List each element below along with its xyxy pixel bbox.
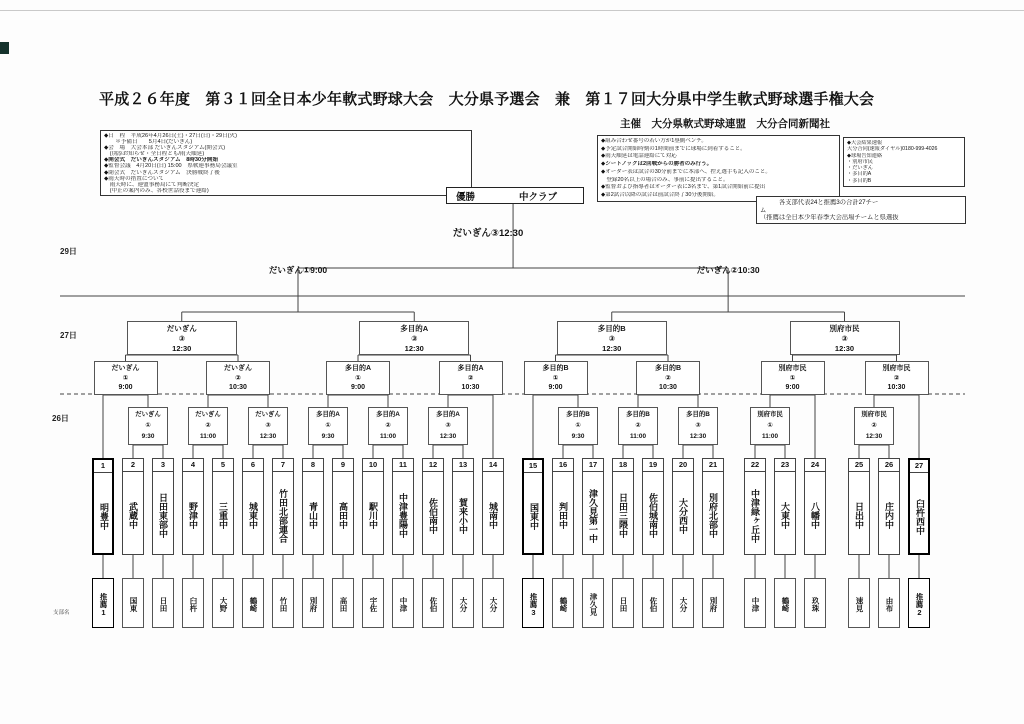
day-label-29: 29日 — [60, 247, 77, 256]
game-round2-6: 多目的B ② 10:30 — [636, 361, 700, 395]
team-number: 1 — [94, 460, 112, 473]
team-number: 19 — [643, 459, 663, 472]
team-number: 9 — [333, 459, 353, 472]
game-round1-8: 多目的B ② 11:00 — [618, 407, 658, 445]
champion-value: 中クラブ — [519, 191, 558, 203]
region-box-13: 大分 — [452, 578, 474, 628]
team-name: 野津中 — [188, 502, 198, 529]
info_right-line: ・多目的A — [847, 171, 872, 178]
region-box-24: 玖珠 — [804, 578, 826, 628]
region-box-12: 佐伯 — [422, 578, 444, 628]
info_middle-line: ◆オーダー表は試合の30分前までに本部へ、控え選手も記入のこと。 — [601, 168, 771, 175]
team-number: 23 — [775, 459, 795, 472]
team-number: 6 — [243, 459, 263, 472]
team-name: 国東中 — [529, 503, 539, 530]
team-name: 佐伯城南中 — [648, 493, 658, 538]
game-round2-1: だいぎん ① 9:00 — [94, 361, 158, 395]
team-box-16 — [552, 458, 574, 555]
game-round2-2: だいぎん ② 10:30 — [206, 361, 270, 395]
team-number: 17 — [583, 459, 603, 472]
team-box-12 — [422, 458, 444, 555]
team-number: 13 — [453, 459, 473, 472]
info_middle-line: 登録20名以上の場合のみ、事前に提出すること。 — [601, 176, 729, 183]
region-box-27: 推薦2 — [908, 578, 930, 628]
team-box-13 — [452, 458, 474, 555]
region-box-5: 大野 — [212, 578, 234, 628]
game-round1-3: だいぎん ③ 12:30 — [248, 407, 288, 445]
note_box-line: 各支部代表24と推薦3の合計27チー — [760, 199, 879, 206]
region-box-4: 臼杵 — [182, 578, 204, 628]
team-name: 三重中 — [218, 502, 228, 529]
info_middle-line: ◆第2試合以降の試合は前試合終了30分後開始。 — [601, 191, 719, 198]
game-round1-11: 別府市民 ② 12:30 — [854, 407, 894, 445]
team-name: 判田中 — [558, 502, 568, 529]
game-round1-5: 多目的A ② 11:00 — [368, 407, 408, 445]
note_box-line: ム — [760, 206, 767, 214]
info_right-line: ・多目的B — [847, 177, 872, 184]
region-row-label: 支部名 — [53, 610, 70, 616]
team-name: 中津豊陽中 — [398, 493, 408, 538]
info_left-line: ◆閉会式 だいぎんスタジアム 決勝戦終了後 — [104, 169, 220, 176]
region-box-11: 中津 — [392, 578, 414, 628]
team-name: 日田東部中 — [158, 493, 168, 538]
game-round1-4: 多目的A ① 9:30 — [308, 407, 348, 445]
game-round1-9: 多目的B ③ 12:30 — [678, 407, 718, 445]
game-quarterfinal-3: 多目的B ③ 12:30 — [557, 321, 667, 355]
team-number: 16 — [553, 459, 573, 472]
region-box-10: 宇佐 — [362, 578, 384, 628]
game-quarterfinal-1: だいぎん ③ 12:30 — [127, 321, 237, 355]
team-box-7 — [272, 458, 294, 555]
info_left-line: ◆会 場 大会本部 だいぎんスタジアム(開会式) — [104, 145, 226, 152]
team-name: 大東中 — [780, 502, 790, 529]
region-box-25: 速見 — [848, 578, 870, 628]
region-box-3: 日田 — [152, 578, 174, 628]
team-number: 8 — [303, 459, 323, 472]
info_right-line: ◆大会結果速報 — [847, 140, 883, 146]
team-number: 20 — [673, 459, 693, 472]
team-number: 11 — [393, 459, 413, 472]
team-number: 21 — [703, 459, 723, 472]
team-number: 12 — [423, 459, 443, 472]
game-round1-1: だいぎん ① 9:30 — [128, 407, 168, 445]
team-box-6 — [242, 458, 264, 555]
region-box-14: 大分 — [482, 578, 504, 628]
info_middle-line: ◆シートノックは2回戦からの勝者のみ行う。 — [601, 161, 713, 168]
game-round2-3: 多目的A ① 9:00 — [326, 361, 390, 395]
region-box-18: 日田 — [612, 578, 634, 628]
region-box-15: 推薦3 — [522, 578, 544, 628]
team-number: 18 — [613, 459, 633, 472]
region-box-22: 中津 — [744, 578, 766, 628]
organizer-line: 主催 大分県軟式野球連盟 大分合同新聞社 — [620, 118, 830, 130]
team-box-21 — [702, 458, 724, 555]
info_left-line: ◆開会式 だいぎんスタジアム 8時30分開始 — [104, 157, 218, 164]
team-number: 22 — [745, 459, 765, 472]
team-box-25 — [848, 458, 870, 555]
team-box-1 — [92, 458, 114, 555]
team-number: 25 — [849, 459, 869, 472]
team-number: 10 — [363, 459, 383, 472]
region-box-23: 鶴崎 — [774, 578, 796, 628]
region-box-6: 鶴崎 — [242, 578, 264, 628]
champion-label: 優勝 — [456, 191, 476, 203]
team-number: 27 — [910, 460, 928, 473]
team-box-5 — [212, 458, 234, 555]
team-number: 3 — [153, 459, 173, 472]
game-quarterfinal-4: 別府市民 ③ 12:30 — [790, 321, 900, 355]
game-quarterfinal-2: 多目的A ③ 12:30 — [359, 321, 469, 355]
info_left-line: ◆雨天時の措置について — [104, 175, 165, 182]
team-name: 八幡中 — [810, 502, 820, 529]
team-name: 明豊中 — [99, 503, 109, 530]
team-number: 7 — [273, 459, 293, 472]
team-name: 日出中 — [854, 502, 864, 529]
team-box-3 — [152, 458, 174, 555]
team-box-10 — [362, 458, 384, 555]
info_left-line: (別添お知らせ・全日程とも/雨天順延) — [104, 151, 205, 158]
team-number: 15 — [524, 460, 542, 473]
region-box-21: 別府 — [702, 578, 724, 628]
team-name: 別府北部中 — [708, 493, 718, 538]
region-box-20: 大分 — [672, 578, 694, 628]
day-label-27: 27日 — [60, 331, 77, 340]
info_left-line: (中止の案内のみ、各校世話役まで連絡) — [104, 187, 209, 194]
team-box-26 — [878, 458, 900, 555]
region-box-7: 竹田 — [272, 578, 294, 628]
game-round2-4: 多目的A ② 10:30 — [439, 361, 503, 395]
region-box-16: 鶴崎 — [552, 578, 574, 628]
team-name: 武蔵中 — [128, 502, 138, 529]
team-name: 城東中 — [248, 502, 258, 529]
game-round2-8: 別府市民 ② 10:30 — [865, 361, 929, 395]
team-name: 青山中 — [308, 502, 318, 529]
team-box-17 — [582, 458, 604, 555]
game-round1-2: だいぎん ② 11:00 — [188, 407, 228, 445]
team-box-24 — [804, 458, 826, 555]
team-name: 高田中 — [338, 502, 348, 529]
team-name: 津久見第一中 — [588, 488, 598, 543]
note_box-line: （推薦は全日本少年春季大会出場チームと県選抜 — [760, 214, 899, 222]
info_left-line: ＊予備日 5月4日(だいぎん) — [104, 139, 193, 146]
team-name: 駅川中 — [368, 502, 378, 529]
game-semifinal-2: だいぎん②10:30 — [696, 265, 760, 275]
team-number: 2 — [123, 459, 143, 472]
info_right-line: ・別府市民 — [847, 158, 873, 165]
game-round2-7: 別府市民 ① 9:00 — [761, 361, 825, 395]
game-round2-5: 多目的B ① 9:00 — [524, 361, 588, 395]
game-final: だいぎん③12:30 — [452, 228, 524, 239]
team-name: 臼杵西中 — [915, 498, 925, 535]
team-box-9 — [332, 458, 354, 555]
team-box-11 — [392, 458, 414, 555]
team-name: 日田三隈中 — [618, 493, 628, 538]
info_left-line: ◆日 程 平成26年4月26日(土)・27日(日)・29日(火) — [104, 133, 237, 139]
team-number: 5 — [213, 459, 233, 472]
info_left-line: ◆監督会議 4月20日(日) 15:00 県軟連事務局会議室 — [104, 163, 238, 170]
team-box-20 — [672, 458, 694, 555]
team-name: 佐伯南中 — [428, 497, 438, 534]
team-name: 城南中 — [488, 502, 498, 529]
info_middle-line: ◆予定試合開始時刻の1時間前までに球場に到着すること。 — [601, 145, 746, 152]
team-box-27 — [908, 458, 930, 555]
region-box-8: 別府 — [302, 578, 324, 628]
region-box-2: 国東 — [122, 578, 144, 628]
region-box-17: 津久見 — [582, 578, 604, 628]
team-box-8 — [302, 458, 324, 555]
info_right-line: ◆球場告知連絡 — [847, 152, 883, 159]
info_middle-line: ◆雨天順延は電話連絡にて対応 — [601, 153, 677, 160]
team-box-4 — [182, 458, 204, 555]
team-name: 中津緑ヶ丘中 — [750, 488, 760, 543]
game-round1-6: 多目的A ③ 12:30 — [428, 407, 468, 445]
info_middle-line: ◆組み合わせ番号の若い方が1塁側ベンチ。 — [601, 138, 707, 144]
region-box-1: 推薦1 — [92, 578, 114, 628]
team-name: 庄内中 — [884, 502, 894, 529]
info_middle-line: ◆監督および指導者はオーダー表に3名まで、第1試合開始前に提出 — [601, 184, 766, 191]
game-semifinal-1: だいぎん①9:00 — [268, 265, 328, 275]
team-name: 大分西中 — [678, 497, 688, 534]
team-box-18 — [612, 458, 634, 555]
team-number: 26 — [879, 459, 899, 472]
region-box-19: 佐伯 — [642, 578, 664, 628]
team-box-2 — [122, 458, 144, 555]
region-box-9: 高田 — [332, 578, 354, 628]
team-box-19 — [642, 458, 664, 555]
team-number: 4 — [183, 459, 203, 472]
team-name: 賀来小中 — [458, 497, 468, 534]
game-round1-7: 多目的B ① 9:30 — [558, 407, 598, 445]
team-box-14 — [482, 458, 504, 555]
page-title: 平成２６年度 第３１回全日本少年軟式野球大会 大分県予選会 兼 第１７回大分県中学生軟式野球選手権大会 — [99, 91, 875, 108]
team-box-22 — [744, 458, 766, 555]
team-box-15 — [522, 458, 544, 555]
team-number: 14 — [483, 459, 503, 472]
team-name: 竹田北部連合 — [278, 488, 288, 543]
region-box-26: 由布 — [878, 578, 900, 628]
info_right-line: 大分合同(速報ダイヤル)0180-999-4026 — [847, 146, 938, 153]
game-round1-10: 別府市民 ① 11:00 — [750, 407, 790, 445]
day-label-26: 26日 — [52, 414, 69, 423]
team-number: 24 — [805, 459, 825, 472]
info_left-line: 雨天時に、連盟事務局にて判断決定 — [104, 181, 200, 188]
team-box-23 — [774, 458, 796, 555]
info_right-line: ・だいぎん — [847, 165, 873, 172]
